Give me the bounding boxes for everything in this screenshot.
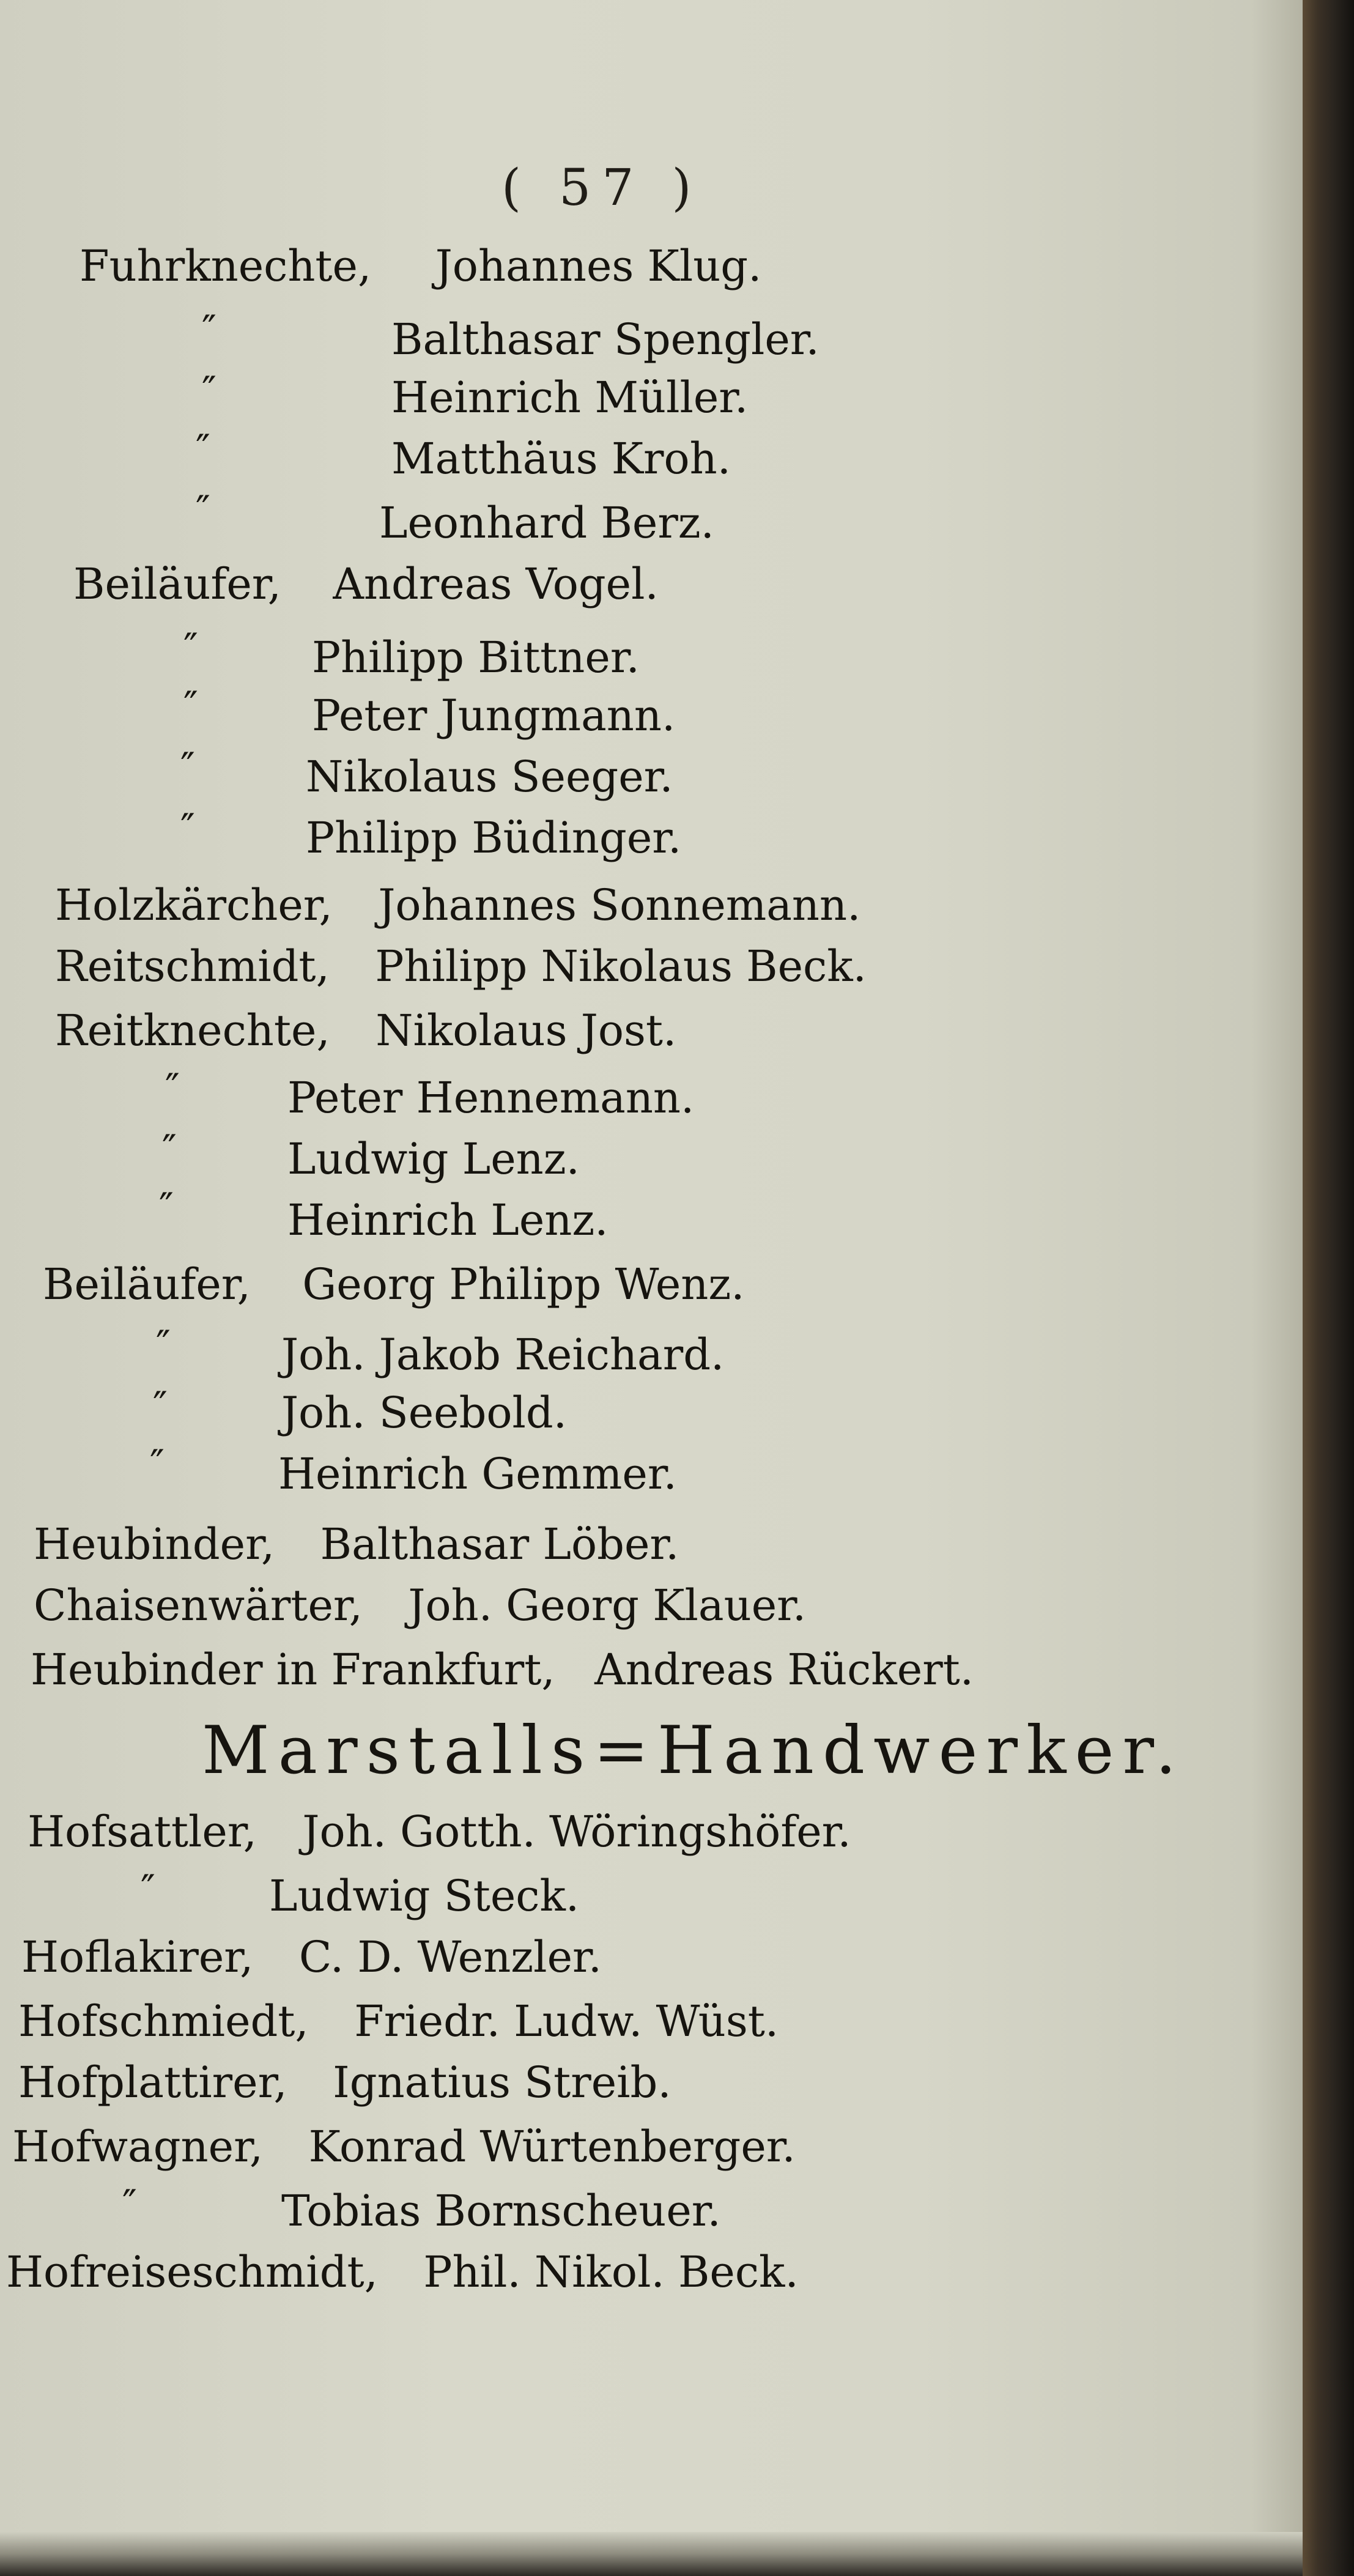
role-label: Hofschmiedt,	[18, 1996, 309, 2046]
list-item	[12, 2122, 796, 2171]
person-name: Balthasar Löber.	[320, 1519, 679, 1569]
list-item	[55, 1006, 676, 1055]
person-name: Philipp Bittner.	[312, 632, 640, 683]
person-name: Matthäus Kroh.	[391, 434, 731, 484]
person-name: Johannes Klug.	[435, 241, 762, 291]
list-item	[73, 560, 659, 609]
person-name: Joh. Georg Klauer.	[408, 1580, 807, 1630]
role-label: Hoflakirer,	[21, 1932, 254, 1982]
person-name: Joh. Seebold.	[281, 1388, 567, 1438]
person-name: Johannes Sonnemann.	[378, 880, 861, 930]
person-name: Heinrich Gemmer.	[278, 1449, 677, 1499]
person-name: Balthasar Spengler.	[391, 314, 819, 365]
ditto-mark: ″	[156, 1323, 171, 1368]
role-label: Reitknechte,	[55, 1005, 330, 1056]
list-item	[34, 1581, 806, 1630]
person-name: Andreas Rückert.	[594, 1645, 974, 1695]
role-label: Heubinder in Frankfurt,	[31, 1645, 555, 1695]
ditto-mark: ″	[202, 308, 216, 353]
person-name: Ludwig Steck.	[269, 1871, 580, 1921]
ditto-mark: ″	[196, 488, 210, 533]
ditto-mark: ″	[196, 427, 210, 472]
list-item	[18, 1997, 779, 2046]
person-name: Ignatius Streib.	[333, 2057, 671, 2108]
list-item	[34, 1520, 679, 1569]
list-item	[6, 2248, 799, 2297]
role-label: Reitschmidt,	[55, 941, 330, 991]
role-label: Hofplattirer,	[18, 2057, 287, 2108]
person-name: Nikolaus Jost.	[375, 1005, 677, 1056]
list-item	[55, 942, 867, 991]
ditto-mark: ″	[162, 1127, 177, 1172]
person-name: Joh. Jakob Reichard.	[281, 1330, 725, 1380]
person-name: Philipp Nikolaus Beck.	[375, 941, 867, 991]
role-label: Heubinder,	[34, 1519, 275, 1569]
person-name: Heinrich Müller.	[391, 372, 749, 423]
book-spine	[1303, 0, 1354, 2576]
person-name: Leonhard Berz.	[379, 498, 714, 548]
person-name: Ludwig Lenz.	[287, 1134, 580, 1184]
person-name: Konrad Würtenberger.	[308, 2122, 796, 2172]
role-label: Chaisenwärter,	[34, 1580, 363, 1630]
role-label: Beiläufer,	[73, 559, 281, 609]
person-name: Friedr. Ludw. Wüst.	[354, 1996, 779, 2046]
person-name: Peter Jungmann.	[312, 690, 676, 741]
ditto-mark: ″	[159, 1185, 174, 1231]
ditto-mark: ″	[122, 2182, 137, 2227]
list-item	[31, 1645, 974, 1694]
person-name: Philipp Büdinger.	[306, 813, 682, 863]
ditto-mark: ″	[150, 1442, 165, 1487]
person-name: Heinrich Lenz.	[287, 1195, 609, 1245]
list-item	[55, 881, 860, 930]
ditto-mark: ″	[183, 684, 198, 729]
role-label: Holzkärcher,	[55, 880, 333, 930]
ditto-mark: ″	[202, 369, 216, 414]
role-label: Fuhrknechte,	[80, 241, 372, 291]
role-label: Hofsattler,	[28, 1807, 257, 1857]
list-item	[43, 1260, 744, 1309]
person-name: Georg Philipp Wenz.	[302, 1259, 745, 1309]
ditto-mark: ″	[141, 1867, 155, 1912]
person-name: Andreas Vogel.	[333, 559, 659, 609]
list-item	[21, 1933, 602, 1982]
person-name: C. D. Wenzler.	[298, 1932, 602, 1982]
role-label: Hofwagner,	[12, 2122, 264, 2172]
person-name: Nikolaus Seeger.	[306, 752, 673, 802]
role-label: Beiläufer,	[43, 1259, 251, 1309]
ditto-mark: ″	[180, 745, 195, 790]
person-name: Phil. Nikol. Beck.	[423, 2247, 799, 2297]
page-number: ( 57 )	[501, 159, 703, 217]
list-item	[28, 1807, 851, 1856]
page-bottom-edge	[0, 2532, 1303, 2576]
person-name: Joh. Gotth. Wöringshöfer.	[302, 1807, 851, 1857]
ditto-mark: ″	[153, 1384, 168, 1429]
person-name: Tobias Bornscheuer.	[281, 2186, 721, 2236]
person-name: Peter Hennemann.	[287, 1073, 695, 1123]
ditto-mark: ″	[180, 806, 195, 851]
ditto-mark: ″	[165, 1066, 180, 1111]
section-heading: Marstalls=Handwerker.	[202, 1712, 1185, 1789]
list-item	[80, 242, 761, 291]
ditto-mark: ″	[183, 626, 198, 671]
role-label: Hofreiseschmidt,	[6, 2247, 378, 2297]
list-item	[18, 2058, 671, 2107]
